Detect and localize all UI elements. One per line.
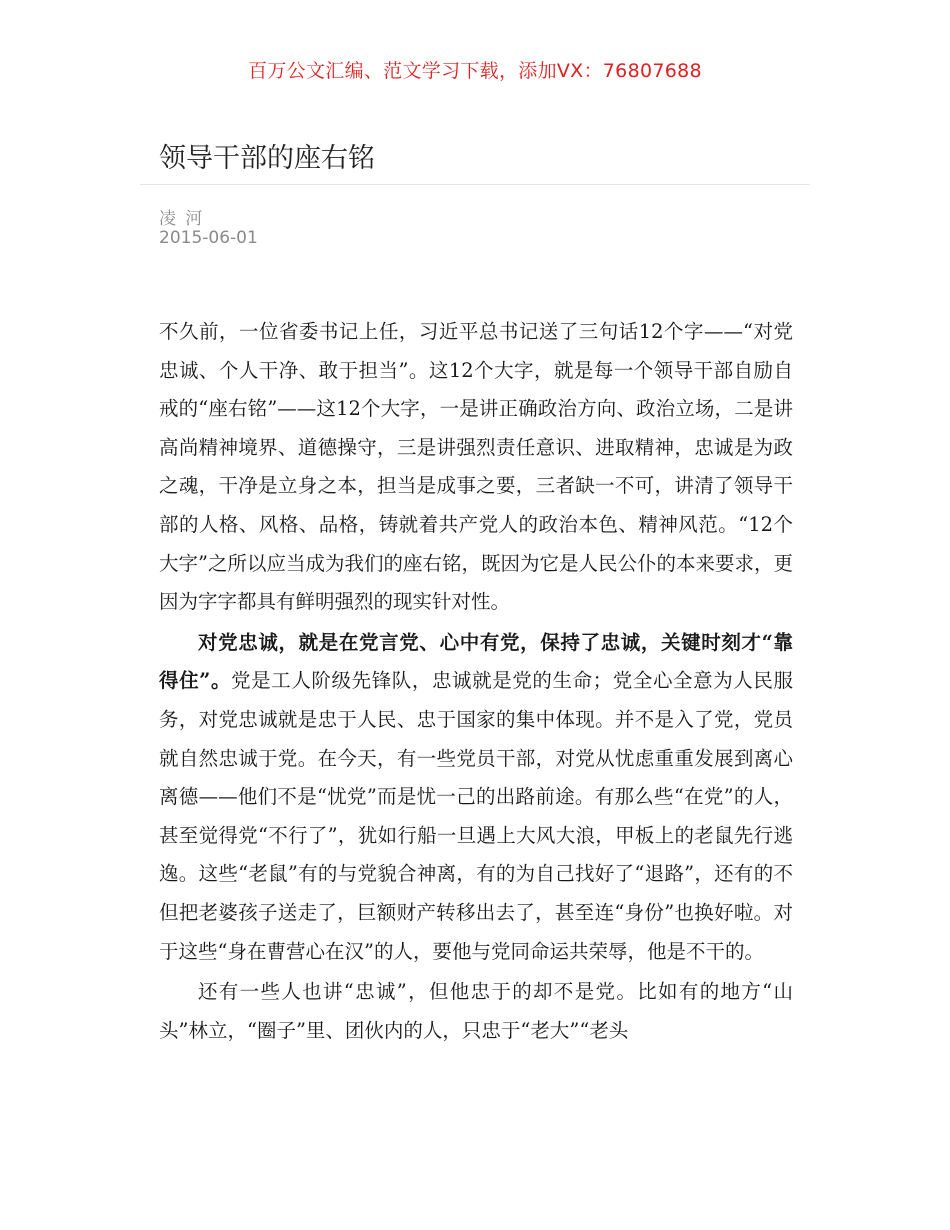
paragraph — [159, 973, 793, 1050]
paragraph — [159, 624, 793, 971]
title-divider — [140, 184, 810, 185]
article-title: 领导干部的座右铭 — [159, 143, 375, 174]
header-banner: 百万公文汇编、范文学习下载，添加VX：76807688 — [248, 60, 702, 82]
paragraph — [159, 313, 793, 622]
paragraph-text: 不久前，一位省委书记上任，习近平总书记送了三句话12个字——“对党忠诚、个人干净、敢于担当”。这12个大字，就是每一个领导干部自励自戒的“座右铭”——这12个大字，一是讲正确政治方向、政治立场，二是讲高尚精神境界、道德操守，三是讲强烈责任意识、进取精神，忠诚是为政之魂，干净是立身之本，担当是成事之要，三者缺一不可，讲清了领导干部的人格、风格、品格，铸就着共产党人的政治本色、精神风范。“12个大字”之所以应当成为我们的座右铭，既因为它是人民公仆的本来要求，更因为字字都具有鲜明强烈的现实针对性。 — [159, 320, 793, 614]
paragraph-text: 党是工人阶级先锋队，忠诚就是党的生命；党全心全意为人民服务，对党忠诚就是忠于人民、忠于国家的集中体现。并不是入了党，党员就自然忠诚于党。在今天，有一些党员干部，对党从忧虑重重发展到离心离德——他们不是“忧党”而是忧一己的出路前途。有那么些“在党”的人，甚至觉得党“不行了”，犹如行船一旦遇上大风大浪，甲板上的老鼠先行逃逸。这些“老鼠”有的与党貌合神离，有的为自己找好了“退路”，还有的不但把老婆孩子送走了，巨额财产转移出去了，甚至连“身份”也换好啦。对于这些“身在曹营心在汉”的人，要他与党同命运共荣辱，他是不干的。 — [159, 669, 793, 963]
paragraph-lead: 对党忠诚，就是在党言党、心中有党，保持了忠诚，关键时刻才“靠得住”。 — [159, 630, 793, 693]
article-body — [159, 313, 793, 1052]
article-date: 2015-06-01 — [159, 228, 258, 248]
paragraph-text: 还有一些人也讲“忠诚”，但他忠于的却不是党。比如有的地方“山头”林立，“圈子”里、团伙内的人，只忠于“老大”“老头 — [159, 980, 793, 1042]
article-author: 凌 河 — [159, 209, 205, 229]
